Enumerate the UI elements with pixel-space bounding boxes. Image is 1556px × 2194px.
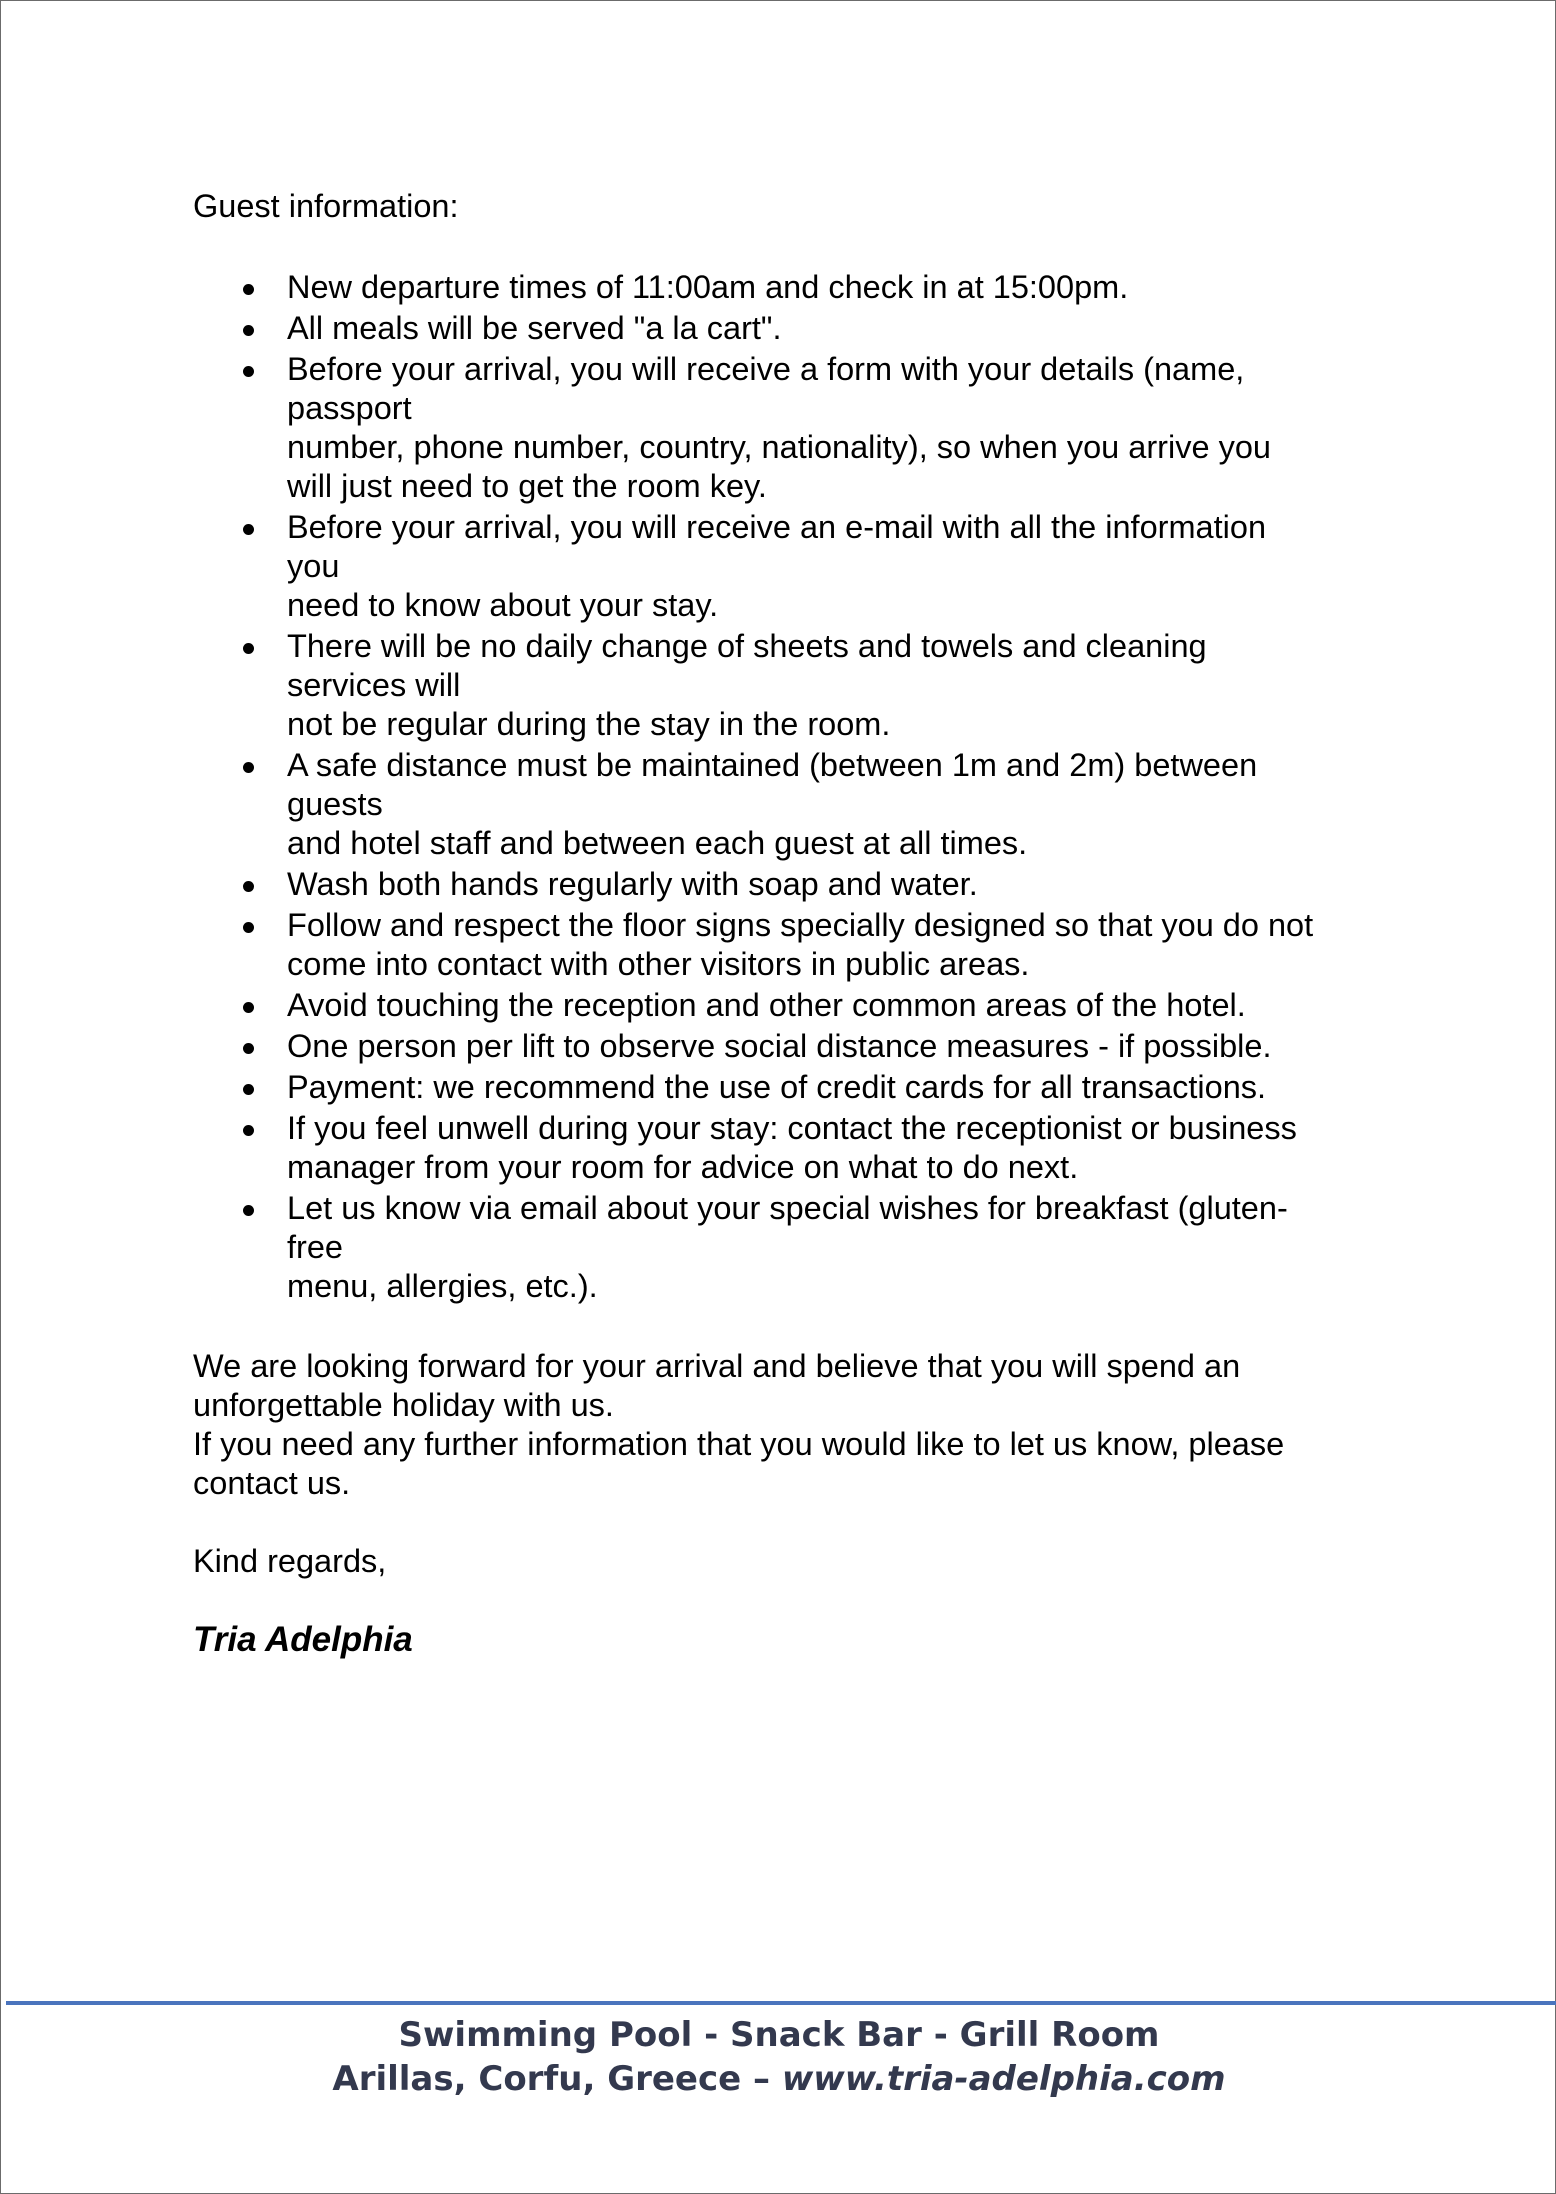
list-item-line: There will be no daily change of sheets and towels and cleaning <box>287 628 1207 664</box>
signature: Tria Adelphia <box>193 1620 413 1659</box>
list-item-line: passport <box>287 390 412 426</box>
closing-line: We are looking forward for your arrival and believe that you will spend an <box>193 1348 1241 1384</box>
closing-line: unforgettable holiday with us. <box>193 1387 614 1423</box>
list-item-line: services will <box>287 667 461 703</box>
list-item-line: you <box>287 548 340 584</box>
list-item-line: All meals will be served "a la cart". <box>287 310 782 346</box>
list-item-line: need to know about your stay. <box>287 587 719 623</box>
list-item-line: manager from your room for advice on what to do next. <box>287 1149 1079 1185</box>
list-item-line: number, phone number, country, nationality), so when you arrive you <box>287 429 1271 465</box>
footer-website-link[interactable]: www.tria-adelphia.com <box>781 2059 1226 2099</box>
list-item <box>193 746 1373 863</box>
list-item <box>193 508 1373 625</box>
list-item-line: will just need to get the room key. <box>287 468 767 504</box>
list-item <box>193 627 1373 744</box>
list-item-line: and hotel staff and between each guest at all times. <box>287 825 1028 861</box>
list-item <box>193 268 1373 307</box>
list-item-line: free <box>287 1229 344 1265</box>
regards: Kind regards, <box>193 1543 387 1579</box>
footer <box>1 2013 1556 2101</box>
list-item-line: guests <box>287 786 383 822</box>
list-item <box>193 350 1373 506</box>
footer-divider <box>6 2001 1556 2005</box>
footer-location: Arillas, Corfu, Greece – <box>332 2059 782 2099</box>
closing-line: contact us. <box>193 1465 351 1501</box>
list-item-line: Before your arrival, you will receive a form with your details (name, <box>287 351 1245 387</box>
closing-line: If you need any further information that you would like to let us know, please <box>193 1426 1285 1462</box>
list-item-line: New departure times of 11:00am and check in at 15:00pm. <box>287 269 1129 305</box>
guest-info-list <box>193 268 1373 1306</box>
list-item-line: If you feel unwell during your stay: contact the receptionist or business <box>287 1110 1297 1146</box>
list-item <box>193 986 1373 1025</box>
list-item-line: menu, allergies, etc.). <box>287 1268 598 1304</box>
list-item-line: Follow and respect the floor signs specially designed so that you do not <box>287 907 1314 943</box>
list-item <box>193 1068 1373 1107</box>
list-item <box>193 865 1373 904</box>
list-item-line: A safe distance must be maintained (between 1m and 2m) between <box>287 747 1258 783</box>
list-item-line: not be regular during the stay in the room. <box>287 706 891 742</box>
list-item <box>193 1027 1373 1066</box>
list-item <box>193 309 1373 348</box>
list-item-line: come into contact with other visitors in public areas. <box>287 946 1030 982</box>
list-item-line: Payment: we recommend the use of credit cards for all transactions. <box>287 1069 1267 1105</box>
closing-paragraph <box>193 1347 1373 1503</box>
letter-body <box>193 187 1373 1659</box>
list-item-line: Avoid touching the reception and other common areas of the hotel. <box>287 987 1246 1023</box>
list-item-line: Before your arrival, you will receive an e-mail with all the information <box>287 509 1267 545</box>
list-item <box>193 1189 1373 1306</box>
footer-address <box>1 2057 1556 2101</box>
list-item-line: One person per lift to observe social distance measures - if possible. <box>287 1028 1272 1064</box>
list-item <box>193 1109 1373 1187</box>
intro-heading: Guest information: <box>193 188 459 224</box>
footer-services: Swimming Pool - Snack Bar - Grill Room <box>398 2015 1160 2055</box>
list-item-line: Wash both hands regularly with soap and water. <box>287 866 978 902</box>
list-item-line: Let us know via email about your special wishes for breakfast (gluten- <box>287 1190 1288 1226</box>
list-item <box>193 906 1373 984</box>
